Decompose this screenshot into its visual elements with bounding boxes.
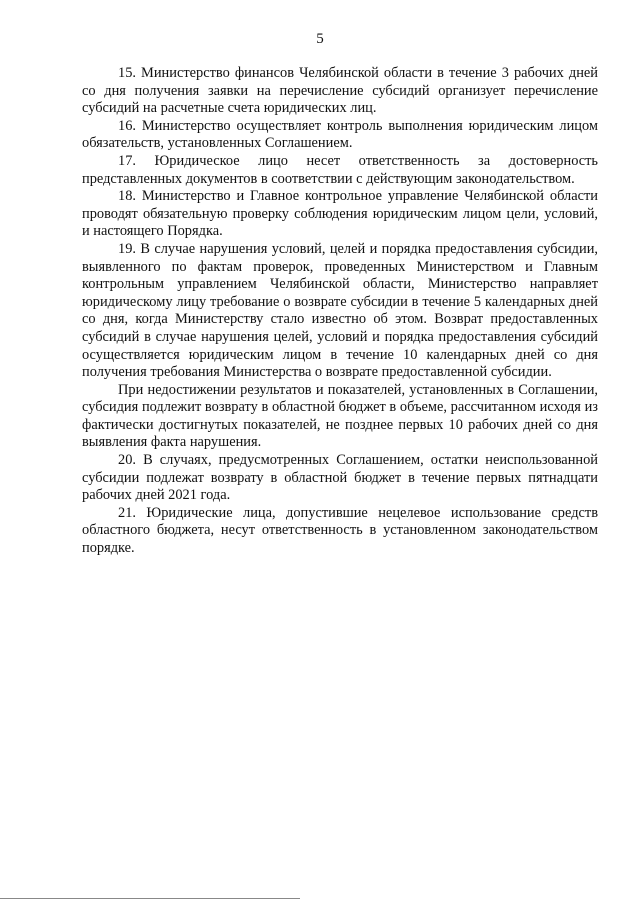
paragraph-21: 21. Юридические лица, допустившие нецелевое использование средств областного бюджета, несут ответственность в установленном законодательством порядке. bbox=[82, 504, 598, 557]
paragraph-16: 16. Министерство осуществляет контроль выполнения юридическим лицом обязательств, установленных Соглашением. bbox=[82, 117, 598, 152]
paragraph-19: 19. В случае нарушения условий, целей и порядка предоставления субсидии, выявленного по фактам проверок, проведенных Министерством и Главным контрольным управлением Челябинской области, Министерство направляет юридическому лицу требование о возврате субсидии в течение 5 календарных дней со дня, когда Министерству стало известно об этом. Возврат предоставленных субсидий в случае нарушения целей, условий и порядка предоставления субсидий осуществляется юридическим лицом в течение 10 календарных дней со дня получения требования Министерства о возврате предоставленной субсидии. bbox=[82, 240, 598, 381]
paragraph-17: 17. Юридическое лицо несет ответственность за достоверность представленных документов в соответствии с действующим законодательством. bbox=[82, 152, 598, 187]
page-number: 5 bbox=[316, 31, 324, 47]
paragraph-20: 20. В случаях, предусмотренных Соглашением, остатки неиспользованной субсидии подлежат возврату в областной бюджет в течение первых пятнадцати рабочих дней 2021 года. bbox=[82, 452, 598, 504]
footer-divider bbox=[0, 898, 300, 899]
paragraph-19-continued: При недостижении результатов и показателей, установленных в Соглашении, субсидия подлежит возврату в областной бюджет в объеме, рассчитанном исходя из фактически достигнутых показателей, не позднее первых 10 рабочих дней со дня выявления факта нарушения. bbox=[82, 381, 598, 451]
paragraph-15: 15. Министерство финансов Челябинской области в течение 3 рабочих дней со дня получения заявки на перечисление субсидий организует перечисление субсидий на расчетные счета юридических лиц. bbox=[82, 65, 598, 117]
paragraph-18: 18. Министерство и Главное контрольное управление Челябинской области проводят обязательную проверку соблюдения юридическим лицом цели, условий, и настоящего Порядка. bbox=[82, 188, 598, 240]
document-body bbox=[82, 65, 598, 558]
